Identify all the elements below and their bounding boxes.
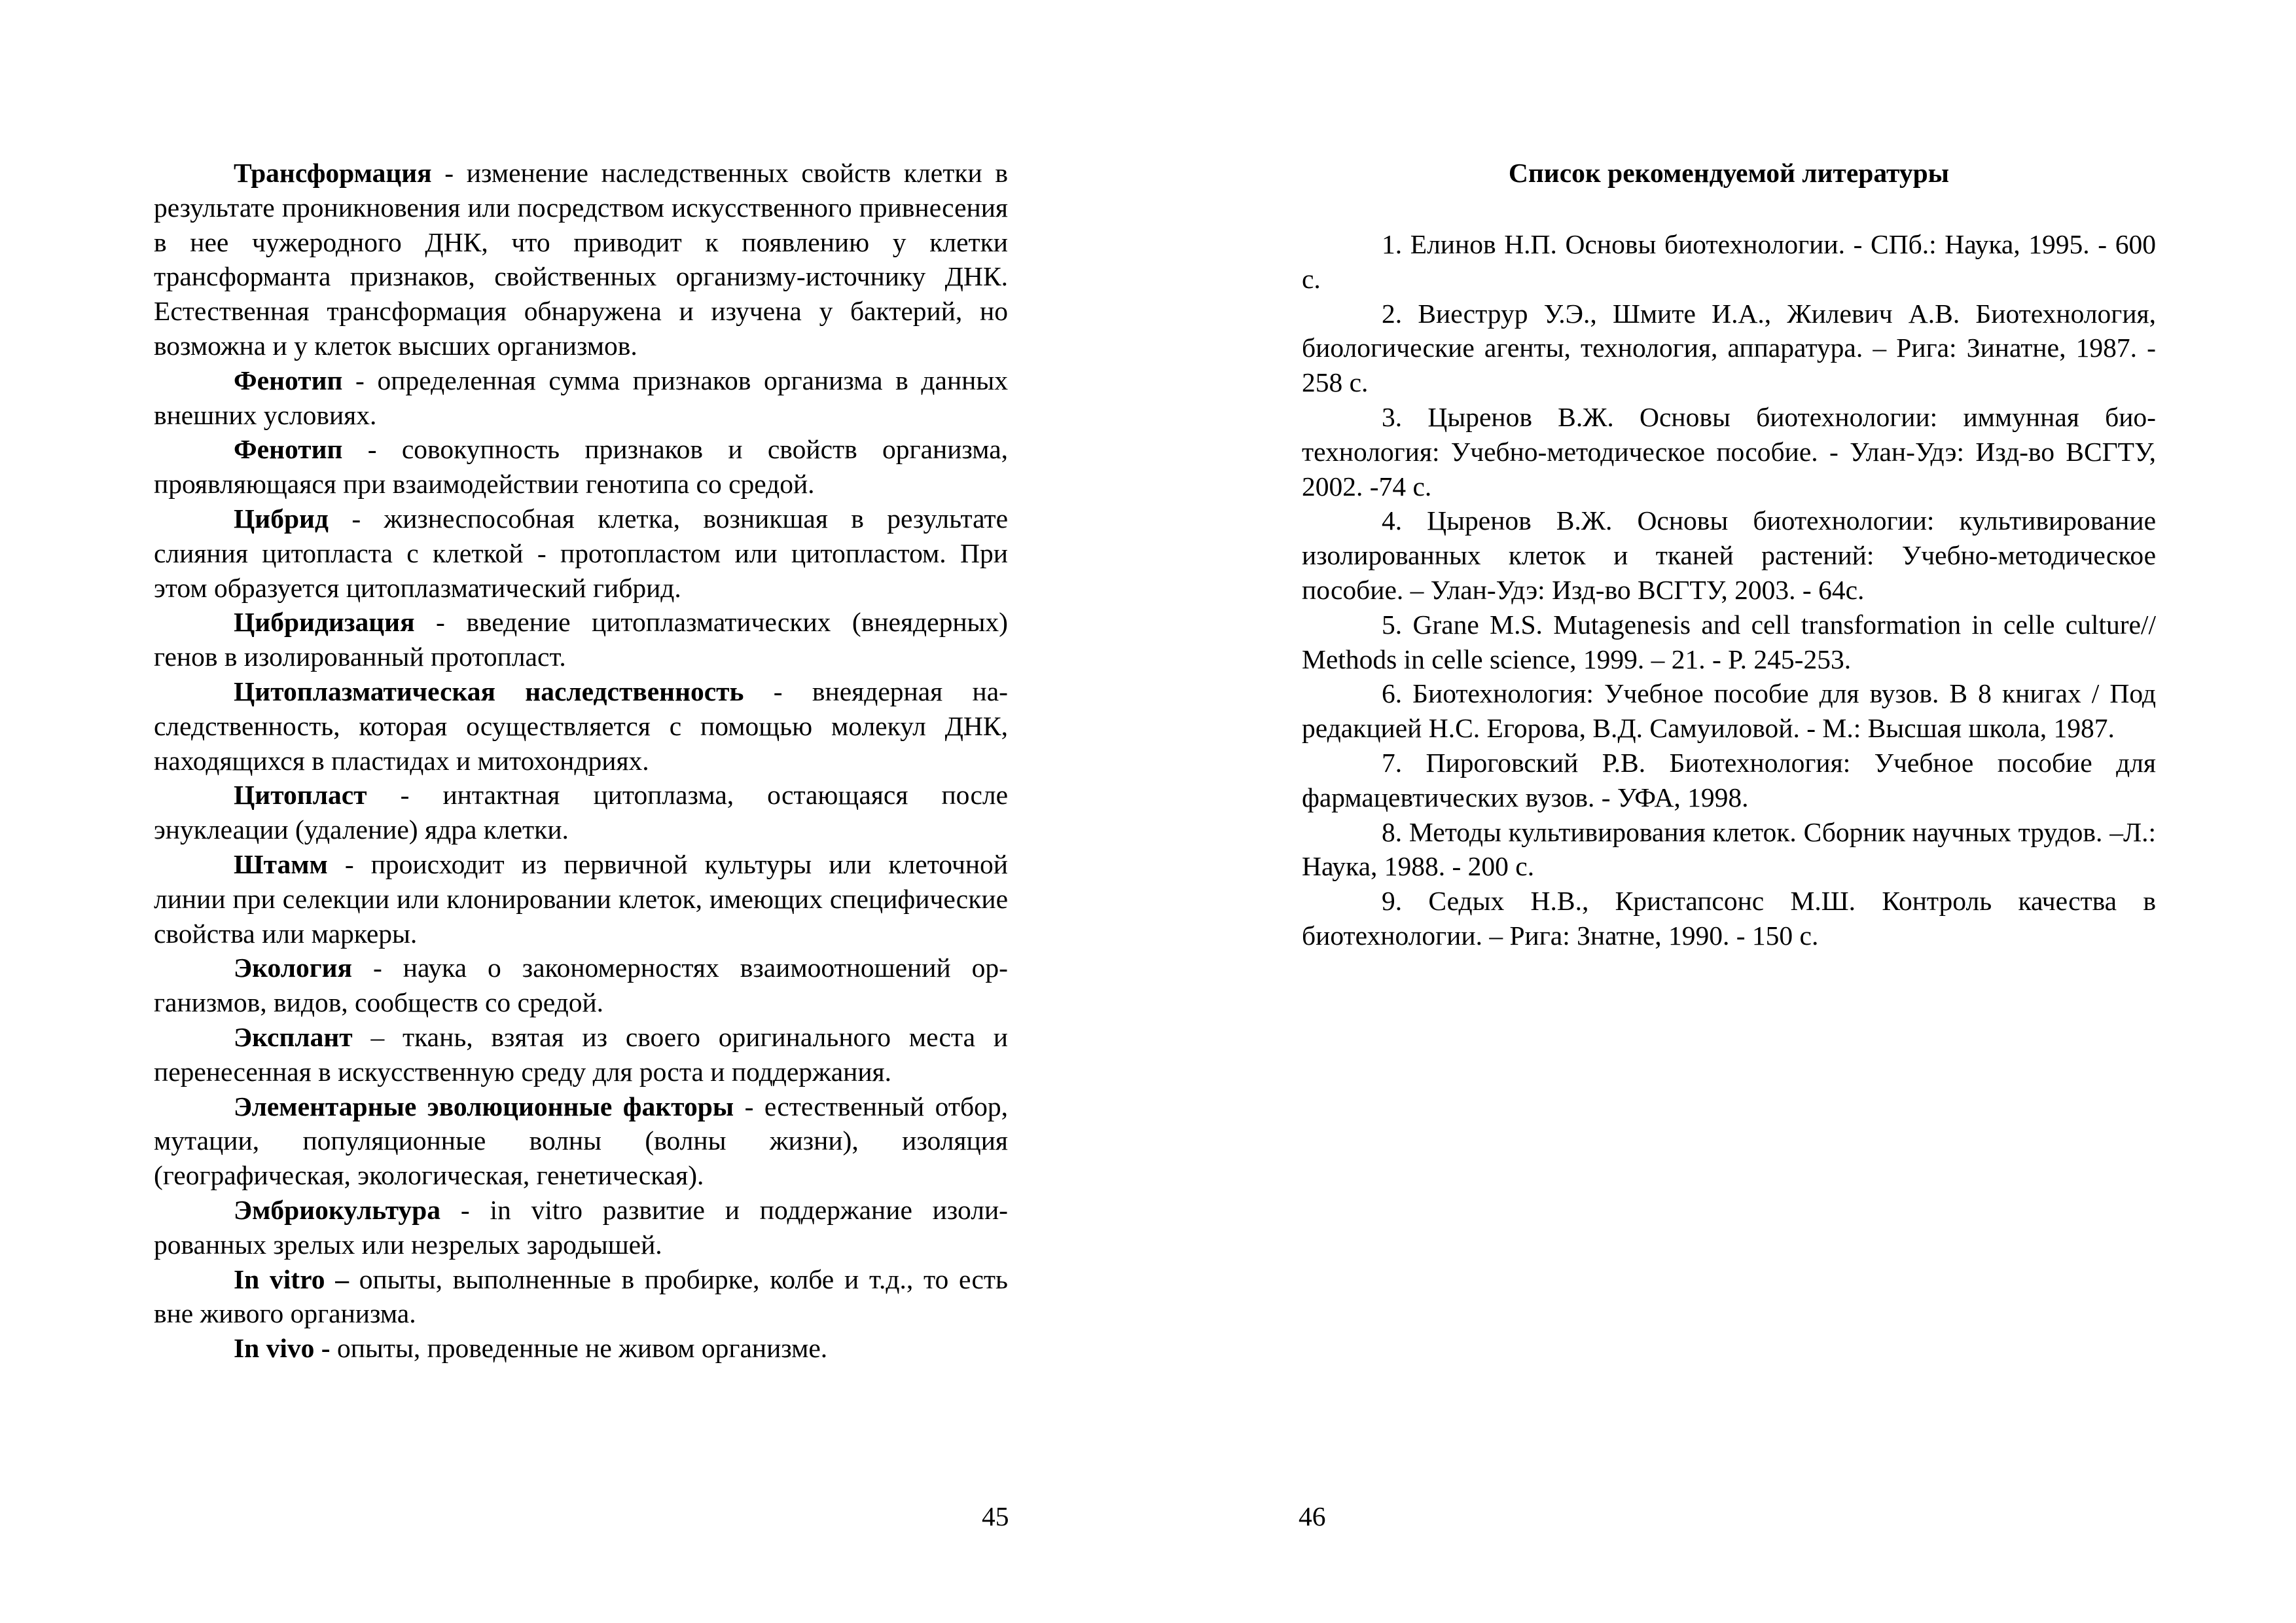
glossary-entry — [154, 501, 1008, 605]
glossary-definition: - происходит из первичной культуры или клеточной линии при селекции или клонировании клеток, имеющих специфические свойства или маркеры. — [154, 848, 1008, 949]
reference-item: 8. Методы культивирования клеток. Сборник научных трудов. –Л.: Наука, 1988. - 200 с. — [1302, 816, 2156, 882]
glossary-definition: - изменение наследственных свойств клетки в результате проникновения или посредством искусственного привнесения в нее чужеродного ДНК, что приводит к появлению у клетки трансформанта признаков, свойственных организму-источнику ДНК. Естественная трансформация обнаружена и изучена у бактерий, но возможна и у клеток высших организмов. — [154, 158, 1008, 361]
reference-item: 3. Цыренов В.Ж. Основы биотехнологии: иммунная биотехнология: Учебно-методическое пособие. - Улан-Удэ: Изд-во ВСГТУ, 2002. -74 с. — [1302, 401, 2156, 501]
reference-item: 1. Елинов Н.П. Основы биотехнологии. - СПб.: Наука, 1995. - 600 с. — [1302, 229, 2156, 294]
glossary-entry — [154, 363, 1008, 433]
page-number: 46 — [1299, 1501, 1326, 1531]
glossary-text — [154, 156, 1008, 1366]
glossary-definition: – ткань, взятая из своего оригинального места и перенесенная в искусственную среду для роста и поддержания. — [154, 1021, 1008, 1087]
glossary-entry — [154, 1331, 1008, 1366]
glossary-term: In vivo - — [234, 1333, 331, 1364]
glossary-definition: - жизнеспособная клетка, возникшая в результате слияния цитопласта с клеткой - протопластом или цитопластом. При этом образуется цитоплазматический гибрид. — [154, 503, 1008, 603]
glossary-entry — [154, 1089, 1008, 1193]
glossary-entry — [154, 1193, 1008, 1262]
reference-item: 2. Виеструр У.Э., Шмите И.А., Жилевич А.В. Биотехнология, биологические агенты, технология, аппаратура. – Рига: Зинатне, 1987. - 258 с. — [1302, 298, 2156, 398]
glossary-definition: опыты, проведенные не живом организме. — [330, 1333, 828, 1364]
reference-item: 9. Седых Н.В., Кристапсонс М.Ш. Контроль качества в биотехнологии. – Рига: Знатне, 1990. - 150 с. — [1302, 886, 2156, 951]
glossary-definition: - совокупность признаков и свойств организма, проявляющаяся при взаимодействии генотипа со средой. — [154, 434, 1008, 500]
glossary-entry — [154, 847, 1008, 951]
glossary-term: Фенотип — [234, 434, 343, 465]
glossary-definition: опыты, выполненные в пробирке, колбе и т.д., то есть вне живого организма. — [154, 1264, 1008, 1329]
glossary-term: Штамм — [234, 848, 328, 879]
glossary-term: Элементарные эволюционные факторы — [234, 1091, 734, 1122]
glossary-term: Цибридизация — [234, 607, 415, 638]
glossary-definition: - интактная цитоплазма, остающаяся после энуклеации (удаление) ядра клетки. — [154, 780, 1008, 845]
glossary-entry — [154, 432, 1008, 501]
reference-item: 4. Цыренов В.Ж. Основы биотехнологии: культивирование изолированных клеток и тканей растений: Учебно-методическое пособие. – Улан-Удэ: Изд-во ВСГТУ, 2003. - 64с. — [1302, 505, 2156, 605]
glossary-definition: - внеядерная наследственность, которая осуществляется с помощью молекул ДНК, находящихся в пластидах и митохондриях. — [154, 676, 1008, 776]
page-title: Список рекомендуемой литературы — [1508, 158, 1950, 188]
glossary-entry — [154, 674, 1008, 778]
glossary-definition: - введение цитоплазматических (внеядерных) генов в изолированный протопласт. — [154, 607, 1008, 672]
glossary-definition: - определенная сумма признаков организма в данных внешних условиях. — [154, 365, 1008, 430]
reference-item: 7. Пироговский Р.В. Биотехнология: Учебное пособие для фармацевтических вузов. - УФА, 1998. — [1302, 747, 2156, 812]
reference-item: 6. Биотехнология: Учебное пособие для вузов. В 8 книгах / Под редакцией Н.С. Егорова, В.Д. Самуиловой. - М.: Высшая школа, 1987. — [1302, 678, 2156, 744]
glossary-entry — [154, 1262, 1008, 1332]
right-page — [1148, 0, 2296, 1623]
glossary-entry — [154, 156, 1008, 363]
glossary-term: Экология — [234, 953, 352, 983]
glossary-term: Эксплант — [234, 1021, 353, 1052]
glossary-definition: - естественный отбор, мутации, популяционные волны (волны жизни), изоляция (географическая, экологическая, генетическая). — [154, 1091, 1008, 1191]
glossary-definition: - наука о закономерностях взаимоотношений организмов, видов, сообществ со средой. — [154, 953, 1008, 1018]
glossary-entry — [154, 778, 1008, 847]
glossary-term: Цитоплазматическая наследственность — [234, 676, 744, 706]
glossary-term: Трансформация — [234, 158, 432, 188]
page-number: 45 — [982, 1501, 1009, 1531]
reference-list — [1302, 227, 2156, 953]
glossary-definition: - in vitro развитие и поддержание изолированных зрелых или незрелых зародышей. — [154, 1194, 1008, 1260]
glossary-term: Фенотип — [234, 365, 343, 395]
glossary-term: In vitro – — [234, 1264, 350, 1294]
glossary-entry — [154, 1020, 1008, 1089]
reference-item: 5. Grane M.S. Mutagenesis and cell transformation in celle culture// Methods in celle science, 1999. – 21. - P. 245-253. — [1302, 609, 2156, 674]
glossary-term: Эмбриокультура — [234, 1194, 441, 1225]
glossary-entry — [154, 605, 1008, 674]
glossary-term: Цитопласт — [234, 780, 367, 811]
glossary-term: Цибрид — [234, 503, 329, 534]
glossary-entry — [154, 951, 1008, 1020]
